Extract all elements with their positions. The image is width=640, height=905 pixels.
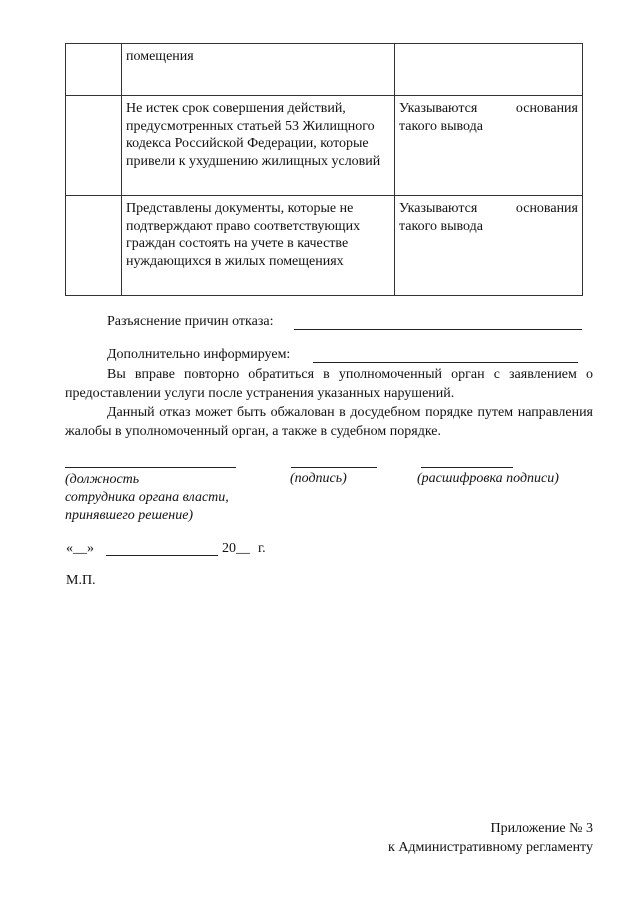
explanation-label: Разъяснение причин отказа:	[107, 314, 274, 329]
paragraph-appeal: Данный отказ может быть обжалован в досудебном порядке путем направления жалобы в уполномоченный орган, а также в судебном порядке.	[65, 405, 593, 439]
position-line	[65, 467, 236, 468]
date-day: «__»	[66, 541, 94, 556]
basis-word: Указываются	[399, 201, 478, 216]
basis-word: основания	[515, 101, 578, 116]
row-number-cell	[66, 196, 122, 296]
basis-cell	[395, 44, 583, 96]
explanation-line	[294, 329, 582, 330]
position-caption: (должность сотрудника органа власти, принявшего решение)	[65, 472, 229, 523]
additional-label: Дополнительно информируем:	[107, 347, 291, 362]
signature-caption: (подпись)	[290, 471, 347, 486]
decode-caption: (расшифровка подписи)	[417, 471, 559, 486]
paragraph-reapply: Вы вправе повторно обратиться в уполномоченный орган с заявлением о предоставлении услуги после устранения указанных нарушений.	[65, 367, 593, 401]
basis-word: такого вывода	[399, 118, 483, 134]
reasons-table	[65, 43, 583, 296]
date-year: 20__	[222, 541, 250, 556]
appendix-block	[388, 819, 593, 857]
table-row	[66, 196, 583, 296]
reason-cell: помещения	[122, 44, 395, 96]
reason-cell: Представлены документы, которые не подтверждают право соответствующих граждан состоять на учете в качестве нуждающихся в жилых помещениях	[122, 196, 395, 296]
signature-line	[291, 467, 377, 468]
basis-cell	[395, 96, 583, 196]
basis-word: такого вывода	[399, 218, 483, 234]
row-number-cell	[66, 44, 122, 96]
basis-word: основания	[515, 201, 578, 216]
decode-line	[421, 467, 513, 468]
table-row	[66, 96, 583, 196]
additional-line	[313, 362, 578, 363]
basis-cell	[395, 196, 583, 296]
appendix-line1: Приложение № 3	[490, 821, 593, 836]
date-month-line	[106, 555, 218, 556]
appendix-line2: к Административному регламенту	[388, 840, 593, 855]
basis-word: Указываются	[399, 101, 478, 116]
table-row	[66, 44, 583, 96]
date-year-suffix: г.	[258, 541, 266, 556]
row-number-cell	[66, 96, 122, 196]
stamp-label: М.П.	[66, 573, 96, 588]
reason-cell: Не истек срок совершения действий, предусмотренных статьей 53 Жилищного кодекса Российской Федерации, которые привели к ухудшению жилищных условий	[122, 96, 395, 196]
